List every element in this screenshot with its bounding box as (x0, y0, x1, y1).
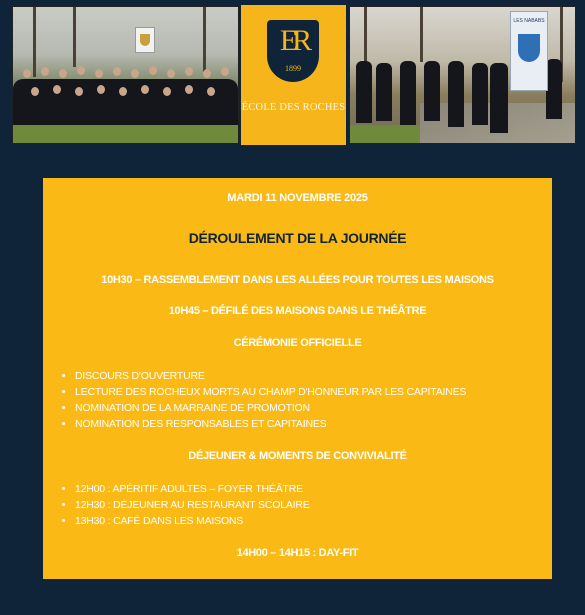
banner-label: LES NABABS (513, 18, 545, 24)
list-item: • NOMINATION DES RESPONSABLES ET CAPITAINES (75, 416, 466, 432)
lunch-list (61, 481, 310, 529)
student-figure (490, 63, 508, 133)
student-figure (546, 59, 562, 119)
tree-trunk (420, 7, 423, 62)
schedule-assembly: 10H30 – RASSEMBLEMENT DANS LES ALLÉES POUR TOUTES LES MAISONS (101, 274, 494, 286)
group-photo (12, 6, 239, 144)
schedule-day-fit: 14H00 – 14H15 : DAY-FIT (236, 547, 359, 559)
list-item: • 13H30 : CAFÉ DANS LES MAISONS (75, 513, 310, 529)
header-banner (0, 0, 585, 146)
program-card (43, 178, 552, 579)
student-figure (448, 61, 464, 127)
crest-monogram: ER (279, 24, 307, 57)
program-title: DÉROULEMENT DE LA JOURNÉE (188, 230, 407, 246)
section-lunch-title: DÉJEUNER & MOMENTS DE CONVIVIALITÉ (188, 450, 407, 462)
procession-photo (349, 6, 576, 144)
school-crest-icon (267, 20, 319, 82)
shield-icon (518, 34, 540, 62)
student-figure (424, 61, 440, 121)
student-figure (472, 63, 488, 125)
lawn (350, 125, 420, 143)
school-name: ÉCOLE DES ROCHES (241, 102, 346, 113)
crest-year: 1899 (285, 64, 301, 73)
house-banner (510, 11, 548, 91)
school-logo-panel (240, 4, 347, 146)
student-figure (356, 61, 372, 123)
list-item: • 12H00 : APÉRITIF ADULTES – FOYER THÉÂTRE (75, 481, 310, 497)
tree-trunk (73, 7, 76, 67)
list-item: • NOMINATION DE LA MARRAINE DE PROMOTION (75, 400, 466, 416)
students-group (13, 63, 238, 125)
event-date: MARDI 11 NOVEMBRE 2025 (227, 192, 368, 204)
list-item: • 12H30 : DÉJEUNER AU RESTAURANT SCOLAIRE (75, 497, 310, 513)
house-flag (135, 27, 155, 53)
schedule-parade: 10H45 – DÉFILÉ DES MAISONS DANS LE THÉÂTRE (168, 305, 427, 317)
section-ceremony-title: CÉRÉMONIE OFFICIELLE (233, 337, 362, 349)
list-item: • DISCOURS D'OUVERTURE (75, 368, 466, 384)
student-figure (376, 63, 392, 121)
list-item: • LECTURE DES ROCHEUX MORTS AU CHAMP D'HONNEUR PAR LES CAPITAINES (75, 384, 466, 400)
ceremony-list (61, 368, 466, 432)
student-figure (400, 61, 416, 125)
lawn (13, 125, 238, 143)
